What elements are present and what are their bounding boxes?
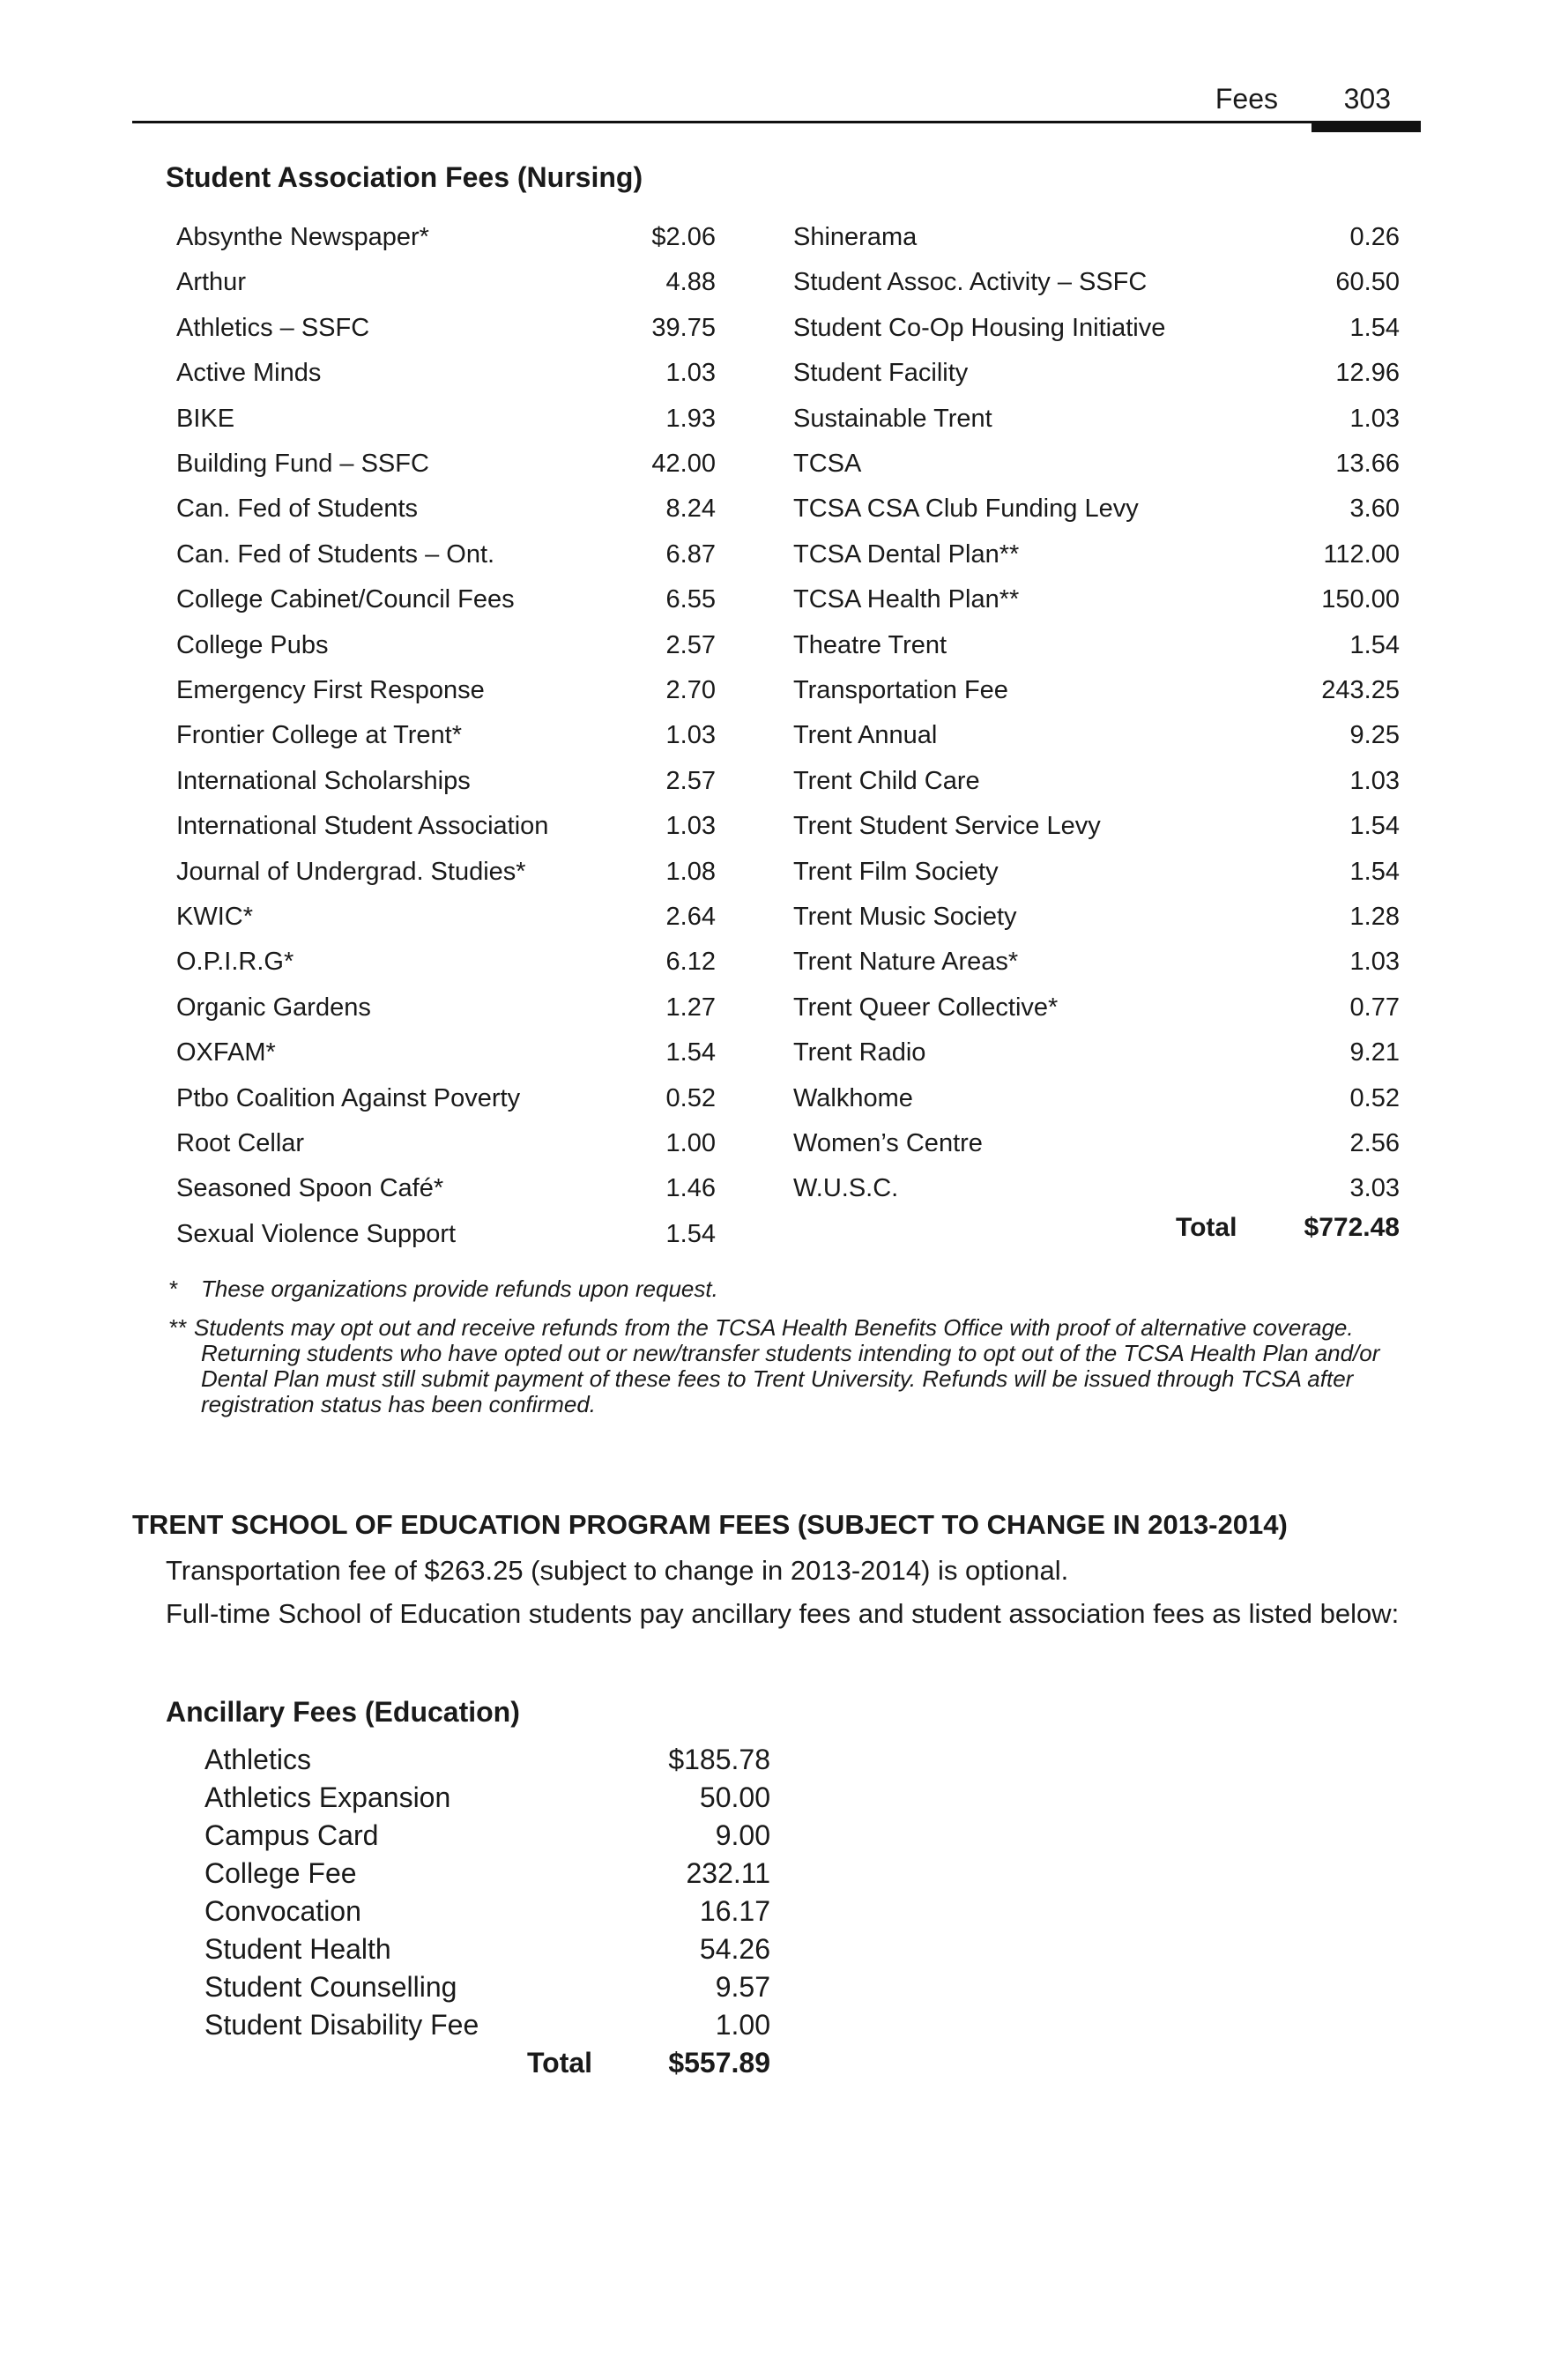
fee-amount: $185.78 [668,1744,770,1775]
fee-amount: 1.03 [665,359,716,388]
fee-label: O.P.I.R.G* [176,948,294,977]
footnote-text: Students may opt out and receive refunds from the TCSA Health Benefits Office with proof of alternative coverage. Returning students who have opted out or new/transfer students intending to opt out of the TCSA Health Plan and/or Dental Plan must still submit payment of these fees to Trent University. Refunds will be issued through TCSA after registration status has been confirmed. [194,1314,1380,1417]
ancillary-total-label: Total [527,2047,593,2079]
fee-row [204,1817,770,1855]
fee-label: Emergency First Response [176,676,485,704]
fee-amount: 3.60 [1349,495,1400,524]
fee-amount: 6.12 [665,948,716,977]
fee-amount: 9.21 [1349,1038,1400,1067]
fee-label: Student Co-Op Housing Initiative [793,313,1166,342]
fee-label: Student Assoc. Activity – SSFC [793,268,1148,297]
fee-amount: 1.54 [1349,812,1400,841]
fee-label: Trent Queer Collective* [793,993,1059,1022]
fee-label: W.U.S.C. [793,1174,899,1203]
header-rule [132,121,1421,123]
fee-amount: 1.46 [665,1174,716,1203]
fee-amount: 8.24 [665,495,716,524]
fee-label: College Pubs [176,630,329,659]
fee-label: College Cabinet/Council Fees [176,585,515,614]
fee-row [176,487,716,532]
fee-row [793,577,1400,622]
fee-row [793,850,1400,895]
fee-label: OXFAM* [176,1038,276,1067]
fee-row [793,668,1400,713]
fee-amount: 0.26 [1349,223,1400,251]
fee-label: Active Minds [176,359,322,388]
fee-label: Student Disability Fee [204,2009,479,2041]
fee-amount: 1.54 [1349,313,1400,342]
fee-label: TCSA [793,450,862,478]
fee-label: Arthur [176,268,246,297]
fee-row [176,306,716,351]
fee-row [176,351,716,396]
fee-amount: 54.26 [699,1933,770,1965]
fees-intro-paragraph: Full-time School of Education students pay ancillary fees and student association fees as listed below: [166,1598,1400,1629]
fee-amount: 6.87 [665,539,716,569]
fee-row [176,940,716,985]
fee-amount: 50.00 [699,1781,770,1813]
fee-label: Building Fund – SSFC [176,450,429,478]
fee-row [793,532,1400,577]
fee-label: Theatre Trent [793,630,947,659]
fee-row [793,442,1400,487]
fee-amount: 1.00 [715,2009,770,2041]
fee-amount: $2.06 [651,223,716,251]
fee-row [176,668,716,713]
fee-label: Seasoned Spoon Café* [176,1174,444,1203]
fee-label: Women’s Centre [793,1129,983,1157]
fee-amount: 2.64 [665,903,716,931]
fee-amount: 4.88 [665,268,716,297]
footnote-mark: ** [169,1314,188,1341]
fee-row [793,1076,1400,1121]
fee-row [176,623,716,668]
footnote-mark: * [169,1276,179,1302]
fee-label: Frontier College at Trent* [176,721,462,750]
fee-amount: 1.00 [665,1129,716,1157]
fee-amount: 2.56 [1349,1129,1400,1157]
fee-label: KWIC* [176,903,253,931]
fee-row [176,532,716,577]
fee-amount: 2.57 [665,766,716,795]
fee-row [204,1968,770,2006]
fee-label: Campus Card [204,1819,379,1851]
fee-label: Trent Radio [793,1038,926,1067]
fee-amount: 1.03 [1349,766,1400,795]
fee-row [204,1741,770,1779]
fee-row [793,260,1400,305]
fee-label: College Fee [204,1857,357,1889]
fee-row [176,1076,716,1121]
footnote-text: These organizations provide refunds upon request. [201,1276,718,1302]
fee-row [793,804,1400,849]
fee-row [204,1893,770,1930]
fee-row [176,1030,716,1075]
section-name: Fees [1215,83,1278,115]
fee-amount: 0.52 [665,1083,716,1112]
fee-amount: 1.54 [665,1038,716,1067]
fee-amount: 42.00 [651,450,716,478]
fee-amount: 1.03 [665,812,716,841]
fee-row [793,1030,1400,1075]
ancillary-fees-title: Ancillary Fees (Education) [166,1696,520,1728]
fee-row [176,397,716,442]
fee-row [204,1779,770,1817]
fee-label: Trent Music Society [793,903,1017,931]
fee-label: Journal of Undergrad. Studies* [176,857,526,886]
fee-row [793,713,1400,758]
fee-amount: 12.96 [1335,359,1400,388]
fee-row [793,1166,1400,1211]
fee-label: Absynthe Newspaper* [176,223,429,251]
fee-amount: 112.00 [1323,539,1400,569]
fee-label: Ptbo Coalition Against Poverty [176,1083,521,1112]
fee-row [793,895,1400,940]
fee-label: TCSA CSA Club Funding Levy [793,495,1139,524]
fee-row [176,1121,716,1166]
fee-row [176,215,716,260]
fee-amount: 1.08 [665,857,716,886]
fee-label: International Scholarships [176,766,471,795]
fee-row [793,215,1400,260]
fee-amount: 39.75 [651,313,716,342]
fee-row [793,1121,1400,1166]
fee-amount: 9.25 [1349,721,1400,750]
fee-label: Sustainable Trent [793,404,992,433]
fee-row [793,351,1400,396]
fee-amount: 3.03 [1349,1174,1400,1203]
fee-row [176,577,716,622]
nursing-total-value: $772.48 [1304,1213,1400,1242]
page-number: 303 [1343,83,1391,115]
fee-row [793,985,1400,1030]
fee-row [793,759,1400,804]
fee-label: BIKE [176,404,235,433]
fee-row [176,985,716,1030]
fee-amount: 0.52 [1349,1083,1400,1112]
fee-label: International Student Association [176,812,549,841]
fee-amount: 16.17 [699,1895,770,1927]
fee-amount: 9.57 [715,1971,770,2003]
fee-row [793,487,1400,532]
fee-label: Can. Fed of Students [176,495,419,524]
fee-amount: 243.25 [1321,676,1400,704]
fee-label: Student Facility [793,359,969,388]
fee-row [204,1855,770,1893]
fee-label: Convocation [204,1895,361,1927]
fee-amount: 1.27 [665,993,716,1022]
fee-label: Shinerama [793,223,918,251]
fee-label: Sexual Violence Support [176,1219,457,1248]
education-fees-heading: TRENT SCHOOL OF EDUCATION PROGRAM FEES (SUBJECT TO CHANGE IN 2013-2014) [132,1509,1288,1540]
fee-row [176,759,716,804]
fee-amount: 1.03 [1349,404,1400,433]
fee-row [204,2006,770,2044]
nursing-fees-title: Student Association Fees (Nursing) [166,161,643,193]
fee-amount: 232.11 [686,1857,770,1889]
fee-row [793,623,1400,668]
fee-row [793,940,1400,985]
fee-row [176,895,716,940]
fee-amount: 2.70 [665,676,716,704]
fee-row [793,397,1400,442]
fee-label: Transportation Fee [793,676,1008,704]
transportation-paragraph: Transportation fee of $263.25 (subject to change in 2013-2014) is optional. [166,1555,1069,1586]
fee-label: TCSA Dental Plan** [793,539,1020,569]
fee-amount: 1.54 [1349,630,1400,659]
fee-row [793,306,1400,351]
fee-amount: 1.93 [665,404,716,433]
header-tab-bar [1312,121,1421,132]
fee-label: Student Health [204,1933,391,1965]
fee-row [176,1166,716,1211]
ancillary-total-value: $557.89 [668,2047,770,2079]
fee-amount: 1.28 [1349,903,1400,931]
fee-amount: 0.77 [1349,993,1400,1022]
fee-row [204,1930,770,1968]
fee-row [176,850,716,895]
fee-label: Athletics Expansion [204,1781,451,1813]
fee-amount: 13.66 [1335,450,1400,478]
fee-row [176,442,716,487]
fee-label: Walkhome [793,1083,913,1112]
fee-label: Athletics [204,1744,311,1775]
fee-label: Trent Student Service Levy [793,812,1101,841]
fee-label: Trent Child Care [793,766,980,795]
fee-label: Can. Fed of Students – Ont. [176,539,495,569]
fee-label: Root Cellar [176,1129,305,1157]
fee-amount: 6.55 [665,585,716,614]
fee-amount: 1.03 [1349,948,1400,977]
fee-row [176,804,716,849]
fee-label: TCSA Health Plan** [793,585,1020,614]
fee-amount: 1.03 [665,721,716,750]
fee-label: Trent Nature Areas* [793,948,1019,977]
fee-amount: 1.54 [1349,857,1400,886]
fee-amount: 60.50 [1335,268,1400,297]
fee-label: Athletics – SSFC [176,313,370,342]
fee-label: Trent Film Society [793,857,999,886]
fee-row [176,1212,716,1257]
fee-amount: 150.00 [1321,585,1400,614]
fee-amount: 2.57 [665,630,716,659]
fee-amount: 9.00 [715,1819,770,1851]
fee-label: Trent Annual [793,721,938,750]
fee-label: Organic Gardens [176,993,371,1022]
nursing-total-label: Total [1176,1213,1237,1242]
page-header [132,78,1421,123]
fee-amount: 1.54 [665,1219,716,1248]
fee-label: Student Counselling [204,1971,457,2003]
fee-row [176,713,716,758]
fee-row [176,260,716,305]
